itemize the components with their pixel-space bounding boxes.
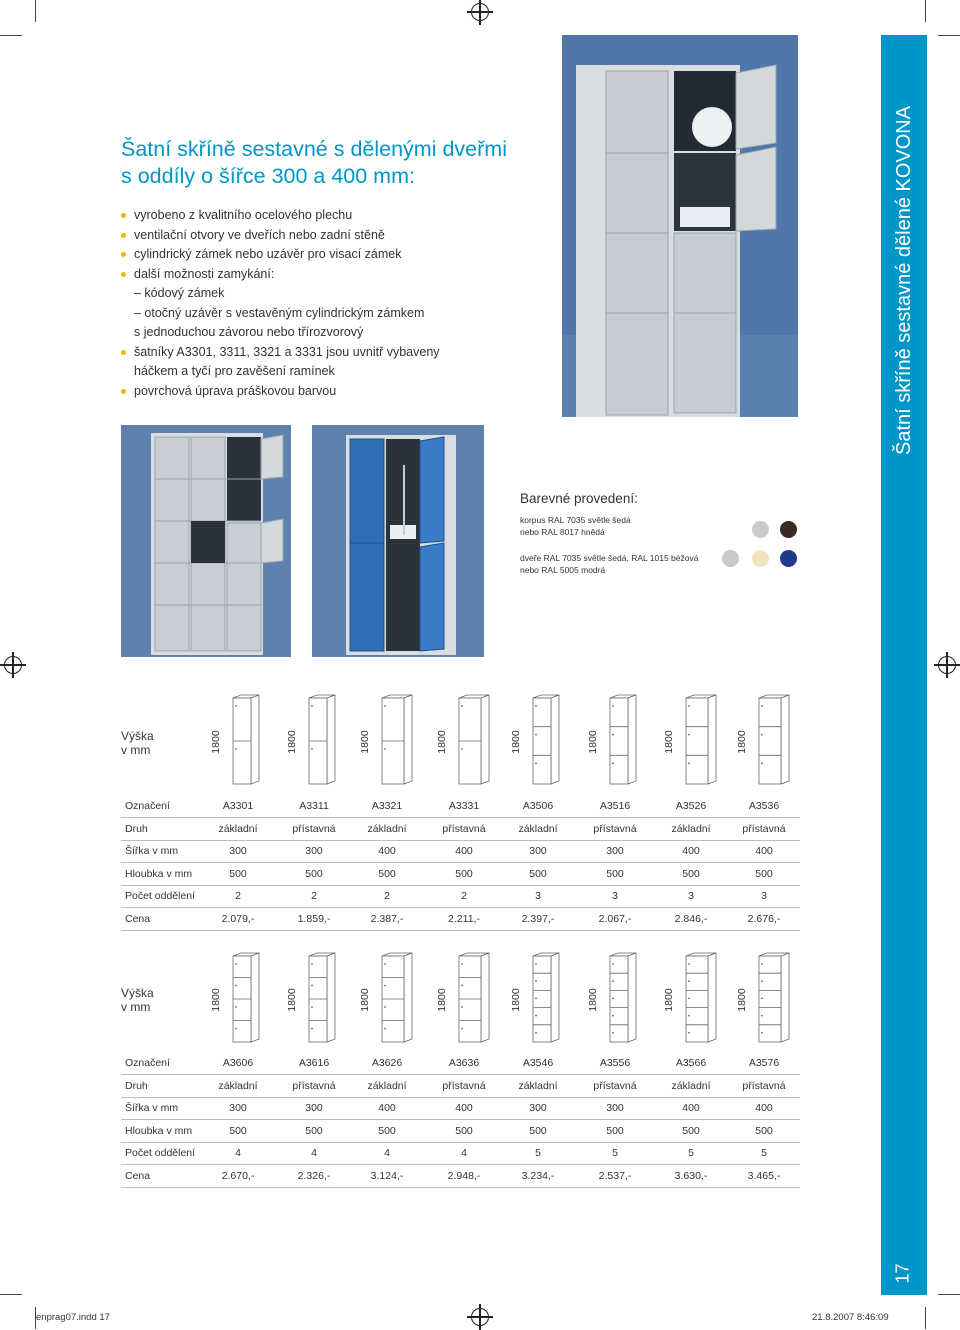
page-title: Šatní skříně sestavné s dělenými dveřmi s oddíly o šířce 300 a 400 mm: [121,137,507,188]
height-axis-label: Výška v mm [121,986,154,1014]
height-value: 1800 [736,730,748,754]
row-label: Šířka v mm [125,845,179,857]
locker-photo-blue [312,425,484,657]
locker-photo-large [562,35,798,417]
locker-diagram [381,952,413,1044]
table-row [121,864,800,886]
table-cell: A3546 [522,1057,554,1069]
feature-item: ventilační otvory ve dveřích nebo zadní stěně [121,226,440,246]
table-cell: 3 [535,890,541,902]
locker-diagram [308,952,336,1044]
feature-item: povrchová úprava práškovou barvou [121,382,440,402]
table-cell: 3.124,- [370,1169,404,1182]
row-label: Hloubka v mm [125,867,193,880]
table-cell: 500 [529,1124,547,1137]
table-cell: A3301 [222,800,254,812]
table-cell: 400 [755,845,773,857]
spec-table-2 [121,1053,800,1193]
table-cell: základní [367,822,407,835]
footer-file: enprag07.indd 17 [36,1312,110,1323]
colors-door-text: dveře RAL 7035 světle šedá, RAL 1015 béžová nebo RAL 5005 modrá [520,553,699,575]
registration-mark-icon [938,656,956,674]
row-label: Cena [125,1169,151,1182]
height-value: 1800 [359,730,371,754]
table-cell: 3.465,- [747,1169,781,1182]
registration-mark-icon [471,3,489,21]
height-value: 1800 [210,730,222,754]
height-value: 1800 [663,730,675,754]
table-cell: základní [218,1079,258,1092]
sidebar-title: Šatní skříně sestavné dělené KOVONA [893,105,915,455]
locker-diagram [609,952,637,1044]
table-cell: 300 [529,845,547,857]
table-cell: základní [367,1079,407,1092]
table-cell: základní [518,822,558,835]
table-cell: přístavná [292,822,336,835]
table-cell: přístavná [442,822,486,835]
row-label: Označení [125,1057,170,1069]
table-cell: přístavná [292,1079,336,1092]
table-cell: A3321 [371,800,403,812]
row-label: Označení [125,800,170,812]
height-value: 1800 [286,988,298,1012]
table-cell: přístavná [593,1079,637,1092]
swatch-body-grey [752,521,769,538]
table-cell: A3526 [675,800,707,812]
table-cell: A3516 [599,800,631,812]
table-cell: 500 [305,867,323,880]
locker-diagram [458,694,490,786]
table-cell: 5 [688,1147,694,1159]
table-cell: 500 [755,1124,773,1137]
table-cell: 2.846,- [674,912,708,925]
feature-item: háčkem a tyčí pro zavěšení ramínek [134,364,335,378]
table-cell: 3.630,- [674,1169,708,1182]
table-cell: 500 [529,867,547,880]
table-cell: 300 [529,1102,547,1114]
table-row [121,1053,800,1075]
table-cell: 500 [606,1124,624,1137]
feature-item: – otočný uzávěr s vestavěným cylindrickým zámkem [134,305,425,320]
table-cell: 3 [688,890,694,902]
table-row [121,841,800,863]
table-cell: 1.859,- [297,912,331,925]
table-cell: 5 [612,1147,618,1159]
table-row [121,1121,800,1143]
table-row [121,1166,800,1188]
table-cell: 3.234,- [521,1169,555,1182]
table-cell: 2.067,- [598,912,632,925]
locker-diagram [758,952,790,1044]
feature-item: vyrobeno z kvalitního ocelového plechu [121,206,440,226]
feature-item: s jednoduchou závorou nebo třírozvorový [134,325,364,339]
locker-diagram [381,694,413,786]
table-cell: 500 [378,1124,396,1137]
colors-body-text: korpus RAL 7035 světle šedá nebo RAL 8017 hnědá [520,515,631,537]
table-cell: 3 [612,890,618,902]
table-cell: 2.537,- [598,1169,632,1182]
table-cell: přístavná [593,822,637,835]
row-label: Počet oddělení [125,1147,196,1159]
table-cell: 400 [378,1102,396,1114]
locker-diagram [458,952,490,1044]
registration-mark-icon [471,1308,489,1326]
locker-diagram [685,952,717,1044]
table-cell: základní [218,822,258,835]
table-cell: 500 [682,867,700,880]
table-cell: 300 [305,1102,323,1114]
table-row [121,819,800,841]
table-cell: 400 [378,845,396,857]
table-row [121,1143,800,1165]
table-cell: A3606 [222,1057,254,1069]
row-label: Cena [125,912,151,925]
registration-mark-icon [4,656,22,674]
table-cell: 5 [535,1147,541,1159]
table-cell: 300 [229,845,247,857]
table-cell: A3576 [748,1057,780,1069]
row-label: Hloubka v mm [125,1124,193,1137]
table-cell: 2 [461,890,467,902]
locker-diagram [532,694,560,786]
table-cell: 500 [378,867,396,880]
height-axis-label: Výška v mm [121,729,154,757]
table-cell: 4 [311,1147,317,1159]
table-cell: A3566 [675,1057,707,1069]
height-value: 1800 [510,730,522,754]
table-cell: A3626 [371,1057,403,1069]
height-value: 1800 [510,988,522,1012]
table-cell: 500 [755,867,773,880]
height-value: 1800 [436,730,448,754]
swatch-door-beige [752,550,769,567]
locker-photo-grey [121,425,291,657]
feature-item: – kódový zámek [134,286,225,300]
table-cell: 400 [682,845,700,857]
feature-item: šatníky A3301, 3311, 3321 a 3331 jsou uvnitř vybaveny [121,343,440,363]
table-cell: 400 [755,1102,773,1114]
page-number: 17 [892,1263,913,1284]
table-cell: A3506 [522,800,554,812]
swatch-door-blue [780,550,797,567]
row-label: Druh [125,822,148,835]
row-label: Šířka v mm [125,1102,179,1114]
table-cell: základní [518,1079,558,1092]
locker-diagram [232,952,260,1044]
table-cell: A3536 [748,800,780,812]
table-cell: 300 [305,845,323,857]
table-cell: základní [671,822,711,835]
table-row [121,886,800,908]
table-cell: 2.397,- [521,912,555,925]
table-cell: 2 [311,890,317,902]
table-cell: 500 [455,1124,473,1137]
swatch-body-brown [780,521,797,538]
table-row [121,796,800,818]
height-value: 1800 [359,988,371,1012]
table-cell: základní [671,1079,711,1092]
height-value: 1800 [663,988,675,1012]
table-cell: A3616 [298,1057,330,1069]
colors-title: Barevné provedení: [520,491,638,506]
table-cell: 2.676,- [747,912,781,925]
table-cell: 300 [606,845,624,857]
table-cell: A3556 [599,1057,631,1069]
table-cell: 500 [682,1124,700,1137]
locker-diagram [685,694,717,786]
feature-item: další možnosti zamykání: [121,265,440,285]
feature-list [121,206,440,401]
table-cell: 500 [455,867,473,880]
locker-diagram [532,952,560,1044]
table-cell: 2.211,- [448,912,480,925]
table-cell: 500 [305,1124,323,1137]
table-cell: 400 [682,1102,700,1114]
table-row [121,1098,800,1120]
table-row [121,909,800,931]
table-cell: 4 [461,1147,467,1159]
table-cell: přístavná [742,1079,786,1092]
table-cell: 300 [229,1102,247,1114]
table-cell: 300 [606,1102,624,1114]
row-label: Druh [125,1079,148,1092]
table-cell: 2.948,- [447,1169,481,1182]
height-value: 1800 [736,988,748,1012]
table-cell: 500 [606,867,624,880]
table-row [121,1076,800,1098]
table-cell: 2.326,- [297,1169,331,1182]
footer-date: 21.8.2007 8:46:09 [812,1312,889,1323]
table-cell: 400 [455,845,473,857]
spec-table-1 [121,796,800,936]
table-cell: 2.387,- [370,912,404,925]
height-value: 1800 [436,988,448,1012]
height-value: 1800 [286,730,298,754]
table-cell: 2.079,- [221,912,255,925]
swatch-door-grey [722,550,739,567]
locker-diagram [609,694,637,786]
table-cell: 500 [229,1124,247,1137]
feature-item: cylindrický zámek nebo uzávěr pro visací zámek [121,245,440,265]
height-value: 1800 [587,730,599,754]
table-cell: A3331 [448,800,480,812]
locker-diagram [308,694,336,786]
table-cell: 4 [384,1147,390,1159]
table-cell: 5 [761,1147,767,1159]
table-cell: 400 [455,1102,473,1114]
table-cell: 4 [235,1147,241,1159]
table-cell: A3311 [299,800,329,812]
locker-diagram [758,694,790,786]
height-value: 1800 [210,988,222,1012]
table-cell: přístavná [442,1079,486,1092]
sidebar-band [881,35,927,1295]
locker-diagram [232,694,260,786]
table-cell: 3 [761,890,767,902]
table-cell: 2 [235,890,241,902]
row-label: Počet oddělení [125,890,196,902]
table-cell: 2 [384,890,390,902]
height-value: 1800 [587,988,599,1012]
table-cell: A3636 [448,1057,480,1069]
table-cell: 500 [229,867,247,880]
table-cell: 2.670,- [221,1169,255,1182]
table-cell: přístavná [742,822,786,835]
